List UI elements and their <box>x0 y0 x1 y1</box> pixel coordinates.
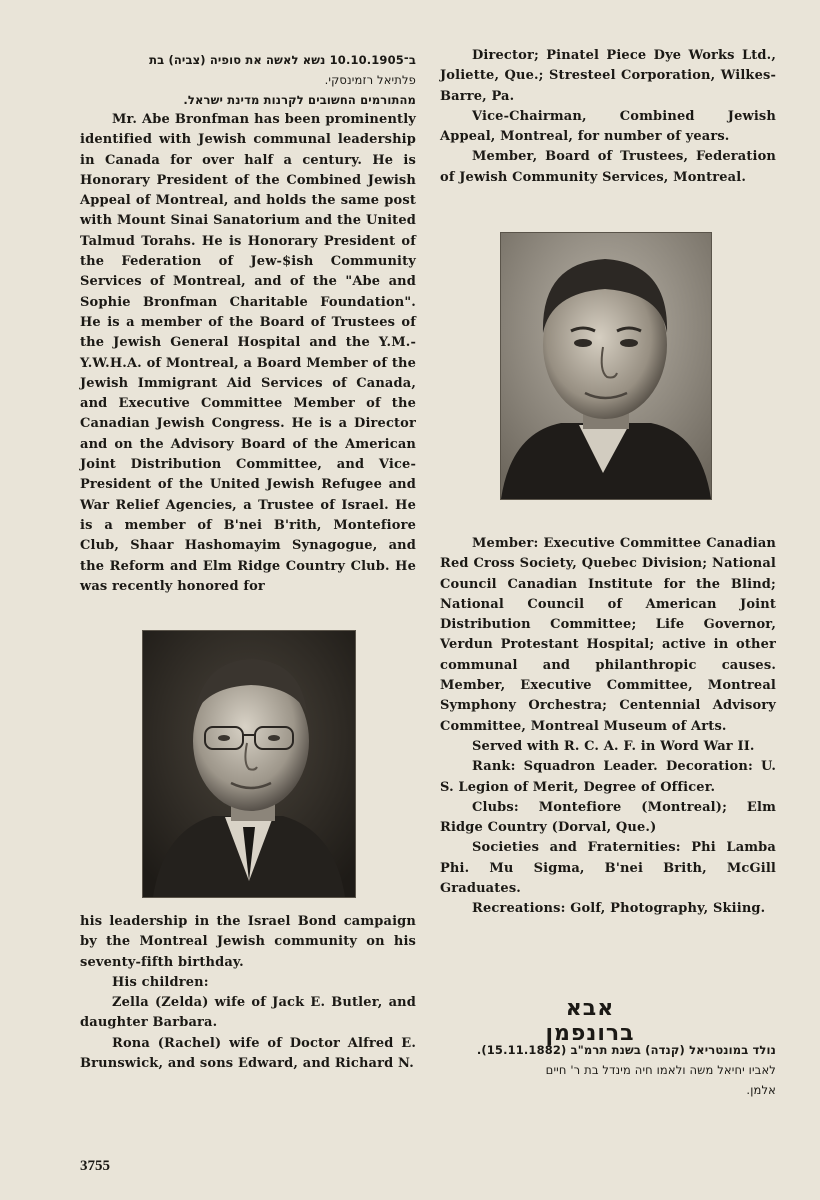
children-heading: His children: <box>112 974 209 990</box>
clubs-paragraph: Clubs: Montefiore (Montreal); Elm Ridge Country (Dorval, Que.) <box>440 799 776 836</box>
hebrew-birth-line: נולד במונטריאל (קנדה) בשנת תרמ"ב (15.11.1882). <box>476 1043 776 1057</box>
page-number: 3755 <box>80 1158 110 1174</box>
hebrew-marriage-line: ב־10.10.1905 נשא לאשה את סופיה (צביה) בת <box>149 53 416 67</box>
left-column-bottom <box>80 912 416 1074</box>
hebrew-contributor-line: מהתורמים החשובים לקרנות מדינת ישראל. <box>183 93 416 107</box>
right-column-middle <box>440 534 776 920</box>
vice-chairman-paragraph: Vice-Chairman, Combined Jewish Appeal, Montreal, for number of years. <box>440 108 776 145</box>
biography-paragraph: Mr. Abe Bronfman has been prominently identified with Jewish communal leadership in Canada for over half a century. He is Honorary President of the Combined Jewish Appeal of Montreal, and holds the same post with Mount Sinai Sanatorium and the United Talmud Torahs. He is Honorary President of the Federation of Jew-$ish Community Services of Montreal, and of the "Abe and Sophie Bronfman Charitable Foundation". He is a member of the Board of Trustees of the Jewish General Hospital and the Y.M.-Y.W.H.A. of Montreal, a Board Member of the Jewish Immigrant Aid Services of Canada, and Executive Committee Member of the Canadian Jewish Congress. He is a Director and on the Advisory Board of the American Joint Distribution Committee, and Vice-President of the United Jewish Refugee and War Relief Agencies, a Trustee of Israel. He is a member of B'nei B'rith, Montefiore Club, Shaar Hashomayim Synagogue, and the Reform and Elm Ridge Country Club. He was recently honored for <box>80 112 416 594</box>
portrait-photo-son <box>500 232 712 500</box>
portrait-photo-abe-bronfman <box>142 630 356 898</box>
hebrew-marriage-line-2: פלתיאל רזמינסקי. <box>324 73 416 87</box>
trustee-paragraph: Member, Board of Trustees, Federation of Jewish Community Services, Montreal. <box>440 149 776 185</box>
child-entry: Zella (Zelda) wife of Jack E. Butler, and daughter Barbara. <box>80 995 416 1031</box>
right-column-hebrew <box>440 1040 776 1100</box>
child-entry: Rona (Rachel) wife of Doctor Alfred E. Brunswick, and sons Edward, and Richard N. <box>80 1035 416 1072</box>
hebrew-parents-line: לאביו יחיאל משה ולאמו חיה מינדל בת ר' חיים <box>545 1063 776 1077</box>
hebrew-parents-line-2: אלמן. <box>746 1083 776 1097</box>
right-column-top <box>440 46 776 188</box>
left-column-top <box>80 50 416 597</box>
military-service-paragraph: Served with R. C. A. F. in Word War II. <box>472 738 755 754</box>
rank-paragraph: Rank: Squadron Leader. Decoration: U. S. Legion of Merit, Degree of Officer. <box>440 759 776 795</box>
hebrew-name-heading: אבא ברונפמן <box>545 996 635 1046</box>
directorships-paragraph: Director; Pinatel Piece Dye Works Ltd., Joliette, Que.; Stresteel Corporation, Wilkes-Barre, Pa. <box>440 48 776 104</box>
memberships-paragraph: Member: Executive Committee Canadian Red Cross Society, Quebec Division; National Council Canadian Institute for the Blind; National Council of American Joint Distribution Committee; Life Governor, Verdun Protestant Hospital; active in other communal and philanthropic causes. Member, Executive Committee, Montreal Symphony Orchestra; Centennial Advisory Committee, Montreal Museum of Arts. <box>440 536 776 734</box>
recreations-paragraph: Recreations: Golf, Photography, Skiing. <box>472 901 766 917</box>
societies-paragraph: Societies and Fraternities: Phi Lamba Phi. Mu Sigma, B'nei Brith, McGill Graduates. <box>440 840 776 897</box>
biography-continuation: his leadership in the Israel Bond campaign by the Montreal Jewish community on his seventy-fifth birthday. <box>80 914 416 970</box>
